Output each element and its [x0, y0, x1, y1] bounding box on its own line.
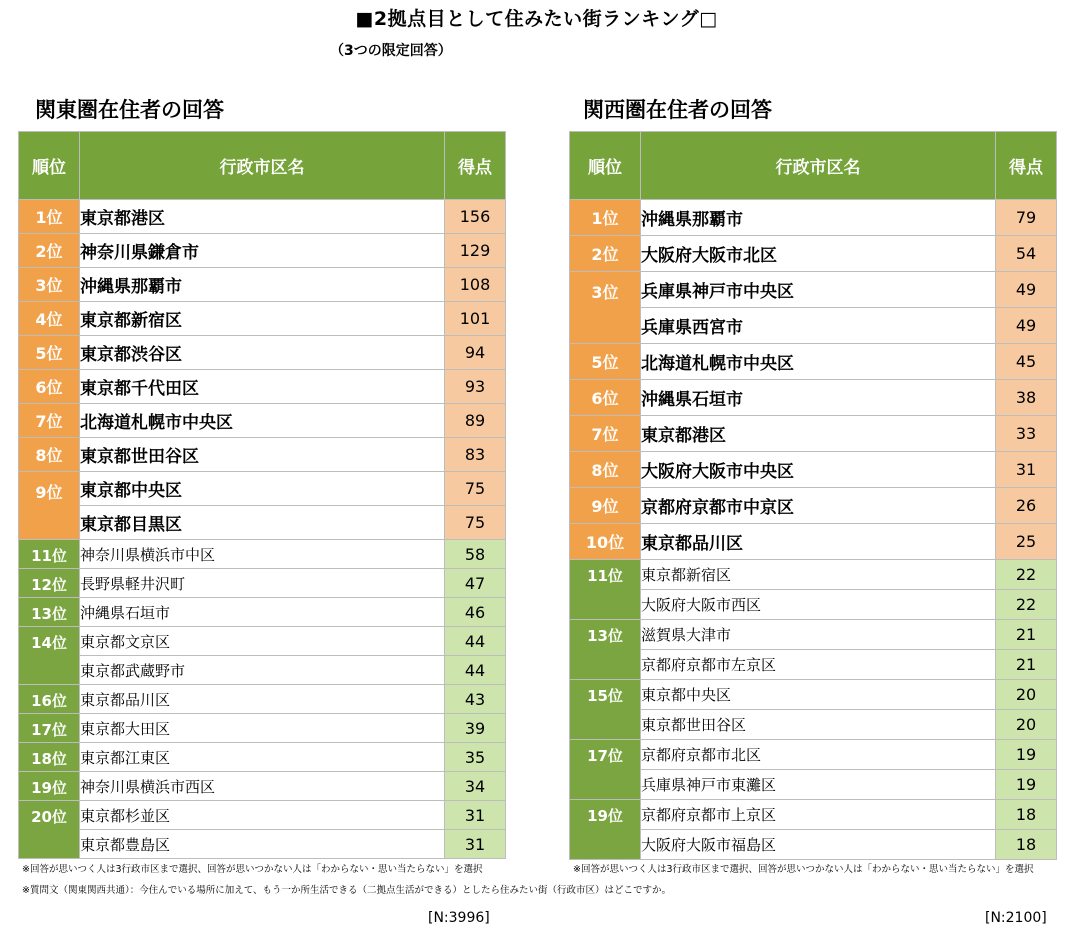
score-cell: 129 — [445, 234, 506, 268]
city-name-cell: 京都府京都市左京区 — [641, 650, 996, 680]
table-row — [19, 234, 506, 268]
table-row — [19, 438, 506, 472]
rank-cell: 5位 — [570, 344, 641, 380]
score-cell: 18 — [996, 800, 1057, 830]
city-name-cell: 東京都大田区 — [80, 714, 445, 743]
score-cell: 156 — [445, 200, 506, 234]
city-name-cell: 北海道札幌市中央区 — [80, 404, 445, 438]
city-name-cell: 長野県軽井沢町 — [80, 569, 445, 598]
table-row — [570, 560, 1057, 590]
table-row — [19, 569, 506, 598]
table-row — [19, 627, 506, 656]
score-cell: 94 — [445, 336, 506, 370]
table-row — [570, 524, 1057, 560]
score-cell: 54 — [996, 236, 1057, 272]
kanto-heading: 関東圏在住者の回答 — [35, 98, 224, 122]
score-cell: 46 — [445, 598, 506, 627]
city-name-cell: 大阪府大阪市北区 — [641, 236, 996, 272]
score-cell: 21 — [996, 650, 1057, 680]
table-row — [570, 272, 1057, 308]
city-name-cell: 兵庫県西宮市 — [641, 308, 996, 344]
table-row — [19, 268, 506, 302]
table-row — [19, 830, 506, 859]
rank-cell: 5位 — [19, 336, 80, 370]
score-cell: 22 — [996, 560, 1057, 590]
score-cell: 20 — [996, 680, 1057, 710]
score-cell: 89 — [445, 404, 506, 438]
score-cell: 45 — [996, 344, 1057, 380]
rank-cell: 8位 — [19, 438, 80, 472]
rank-cell: 12位 — [19, 569, 80, 598]
rank-header: 順位 — [570, 132, 641, 200]
rank-cell: 13位 — [19, 598, 80, 627]
city-name-cell: 東京都文京区 — [80, 627, 445, 656]
city-name-cell: 大阪府大阪市西区 — [641, 590, 996, 620]
score-cell: 44 — [445, 656, 506, 685]
score-cell: 19 — [996, 770, 1057, 800]
table-row — [19, 302, 506, 336]
rank-cell: 1位 — [19, 200, 80, 234]
score-cell: 34 — [445, 772, 506, 801]
city-name-cell: 東京都渋谷区 — [80, 336, 445, 370]
table-row — [570, 416, 1057, 452]
city-name-cell: 東京都中央区 — [641, 680, 996, 710]
city-name-cell: 東京都品川区 — [641, 524, 996, 560]
rank-cell: 8位 — [570, 452, 641, 488]
rank-cell: 7位 — [570, 416, 641, 452]
rank-cell: 17位 — [19, 714, 80, 743]
score-cell: 75 — [445, 472, 506, 506]
city-name-cell: 大阪府大阪市福島区 — [641, 830, 996, 860]
page-subtitle: （3つの限定回答） — [330, 43, 452, 59]
table-row — [19, 714, 506, 743]
kansai-heading: 関西圏在住者の回答 — [583, 98, 772, 122]
score-cell: 108 — [445, 268, 506, 302]
table-row — [570, 488, 1057, 524]
table-row — [19, 743, 506, 772]
table-row — [570, 770, 1057, 800]
rank-cell: 11位 — [570, 560, 641, 620]
table-row — [19, 540, 506, 569]
city-name-cell: 兵庫県神戸市東灘区 — [641, 770, 996, 800]
table-row — [570, 620, 1057, 650]
kansai-sample-size: [N:2100] — [985, 910, 1047, 926]
score-cell: 31 — [996, 452, 1057, 488]
city-name-cell: 京都府京都市中京区 — [641, 488, 996, 524]
rank-cell: 4位 — [19, 302, 80, 336]
table-row — [570, 308, 1057, 344]
rank-cell: 6位 — [570, 380, 641, 416]
table-row — [19, 506, 506, 540]
rank-header: 順位 — [19, 132, 80, 200]
city-name-cell: 東京都武蔵野市 — [80, 656, 445, 685]
table-row — [570, 344, 1057, 380]
score-cell: 21 — [996, 620, 1057, 650]
city-name-cell: 東京都世田谷区 — [80, 438, 445, 472]
kansai-selection-note: ※回答が思いつく人は3行政市区まで選択、回答が思いつかない人は「わからない・思い当たらない」を選択 — [573, 864, 1034, 875]
score-cell: 39 — [445, 714, 506, 743]
rank-cell: 3位 — [570, 272, 641, 344]
table-row — [19, 370, 506, 404]
score-cell: 18 — [996, 830, 1057, 860]
table-header-row — [570, 132, 1057, 200]
score-cell: 19 — [996, 740, 1057, 770]
city-name-cell: 東京都杉並区 — [80, 801, 445, 830]
table-row — [19, 404, 506, 438]
score-cell: 49 — [996, 308, 1057, 344]
table-row — [570, 380, 1057, 416]
score-cell: 93 — [445, 370, 506, 404]
rank-cell: 20位 — [19, 801, 80, 859]
city-name-cell: 東京都港区 — [641, 416, 996, 452]
table-row — [570, 680, 1057, 710]
score-cell: 31 — [445, 830, 506, 859]
score-cell: 31 — [445, 801, 506, 830]
city-name-cell: 京都府京都市北区 — [641, 740, 996, 770]
city-name-cell: 滋賀県大津市 — [641, 620, 996, 650]
rank-cell: 3位 — [19, 268, 80, 302]
city-name-cell: 神奈川県横浜市中区 — [80, 540, 445, 569]
page-title: ■2拠点目として住みたい街ランキング□ — [355, 8, 718, 30]
rank-cell: 19位 — [19, 772, 80, 801]
score-cell: 20 — [996, 710, 1057, 740]
rank-cell: 11位 — [19, 540, 80, 569]
city-name-cell: 東京都千代田区 — [80, 370, 445, 404]
city-name-cell: 沖縄県石垣市 — [80, 598, 445, 627]
rank-cell: 17位 — [570, 740, 641, 800]
score-cell: 83 — [445, 438, 506, 472]
city-name-cell: 沖縄県石垣市 — [641, 380, 996, 416]
name-header: 行政市区名 — [641, 132, 996, 200]
table-row — [570, 740, 1057, 770]
table-row — [570, 800, 1057, 830]
table-row — [19, 472, 506, 506]
kanto-sample-size: [N:3996] — [428, 910, 490, 926]
kansai-ranking-table — [569, 131, 1057, 860]
city-name-cell: 東京都新宿区 — [641, 560, 996, 590]
rank-cell: 9位 — [19, 472, 80, 540]
table-row — [19, 772, 506, 801]
table-row — [570, 200, 1057, 236]
city-name-cell: 神奈川県横浜市西区 — [80, 772, 445, 801]
city-name-cell: 東京都港区 — [80, 200, 445, 234]
score-cell: 26 — [996, 488, 1057, 524]
score-header: 得点 — [445, 132, 506, 200]
rank-cell: 7位 — [19, 404, 80, 438]
score-cell: 35 — [445, 743, 506, 772]
rank-cell: 15位 — [570, 680, 641, 740]
question-footnote: ※質問文（関東関西共通）：今住んでいる場所に加えて、もう一か所生活できる（二拠点生活ができる）としたら住みたい街（行政市区）はどこですか。 — [22, 885, 672, 896]
rank-cell: 10位 — [570, 524, 641, 560]
rank-cell: 18位 — [19, 743, 80, 772]
rank-cell: 13位 — [570, 620, 641, 680]
table-row — [570, 710, 1057, 740]
city-name-cell: 大阪府大阪市中央区 — [641, 452, 996, 488]
table-row — [570, 236, 1057, 272]
score-cell: 44 — [445, 627, 506, 656]
score-cell: 49 — [996, 272, 1057, 308]
table-row — [19, 598, 506, 627]
rank-cell: 19位 — [570, 800, 641, 860]
city-name-cell: 神奈川県鎌倉市 — [80, 234, 445, 268]
table-row — [570, 830, 1057, 860]
score-cell: 101 — [445, 302, 506, 336]
score-cell: 58 — [445, 540, 506, 569]
city-name-cell: 東京都豊島区 — [80, 830, 445, 859]
score-cell: 38 — [996, 380, 1057, 416]
score-cell: 43 — [445, 685, 506, 714]
table-row — [19, 200, 506, 234]
city-name-cell: 北海道札幌市中央区 — [641, 344, 996, 380]
kanto-ranking-table — [18, 131, 506, 859]
rank-cell: 16位 — [19, 685, 80, 714]
table-row — [19, 336, 506, 370]
city-name-cell: 沖縄県那覇市 — [80, 268, 445, 302]
rank-cell: 2位 — [570, 236, 641, 272]
city-name-cell: 東京都江東区 — [80, 743, 445, 772]
kanto-selection-note: ※回答が思いつく人は3行政市区まで選択、回答が思いつかない人は「わからない・思い当たらない」を選択 — [22, 864, 483, 875]
city-name-cell: 沖縄県那覇市 — [641, 200, 996, 236]
table-row — [570, 650, 1057, 680]
score-cell: 79 — [996, 200, 1057, 236]
rank-cell: 1位 — [570, 200, 641, 236]
table-row — [570, 590, 1057, 620]
city-name-cell: 京都府京都市上京区 — [641, 800, 996, 830]
score-cell: 75 — [445, 506, 506, 540]
rank-cell: 14位 — [19, 627, 80, 685]
name-header: 行政市区名 — [80, 132, 445, 200]
score-cell: 22 — [996, 590, 1057, 620]
table-row — [19, 801, 506, 830]
score-cell: 25 — [996, 524, 1057, 560]
table-row — [570, 452, 1057, 488]
rank-cell: 9位 — [570, 488, 641, 524]
city-name-cell: 兵庫県神戸市中央区 — [641, 272, 996, 308]
table-header-row — [19, 132, 506, 200]
score-cell: 47 — [445, 569, 506, 598]
city-name-cell: 東京都世田谷区 — [641, 710, 996, 740]
city-name-cell: 東京都品川区 — [80, 685, 445, 714]
score-header: 得点 — [996, 132, 1057, 200]
rank-cell: 6位 — [19, 370, 80, 404]
score-cell: 33 — [996, 416, 1057, 452]
rank-cell: 2位 — [19, 234, 80, 268]
table-row — [19, 656, 506, 685]
city-name-cell: 東京都中央区 — [80, 472, 445, 506]
city-name-cell: 東京都目黒区 — [80, 506, 445, 540]
table-row — [19, 685, 506, 714]
city-name-cell: 東京都新宿区 — [80, 302, 445, 336]
